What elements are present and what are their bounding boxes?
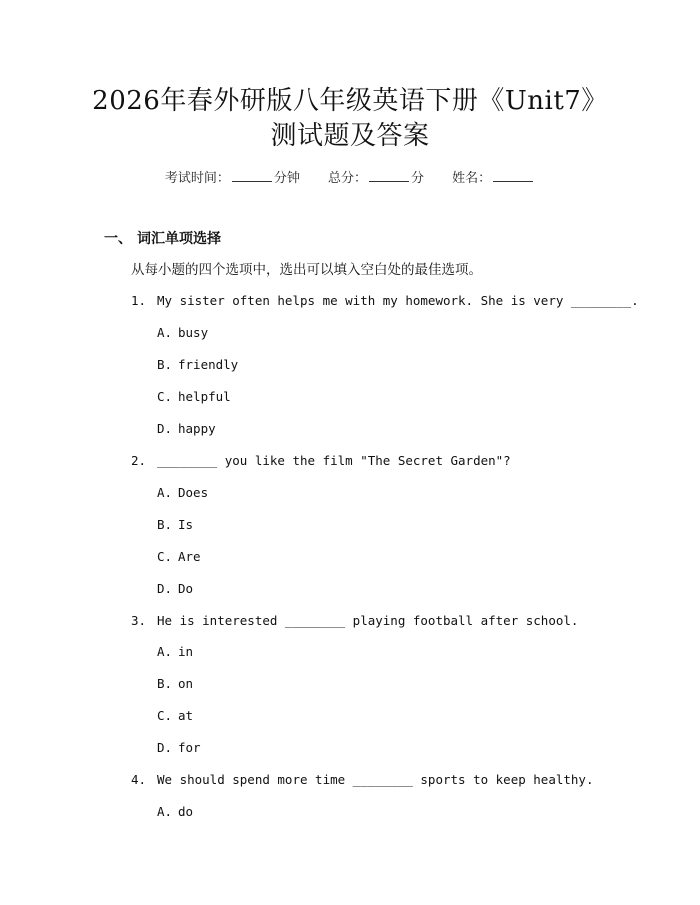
option-letter: D. <box>157 581 173 596</box>
option-letter: D. <box>157 421 173 436</box>
exam-time-label: 考试时间： <box>164 171 230 186</box>
exam-info-row <box>0 169 700 188</box>
option-1c <box>157 388 231 406</box>
option-text: for <box>178 740 201 755</box>
question-3 <box>131 612 578 630</box>
option-2c <box>157 548 201 566</box>
option-letter: A. <box>157 644 173 659</box>
name-field <box>452 169 535 188</box>
total-score-label: 总分： <box>327 171 367 186</box>
option-letter: C. <box>157 708 173 723</box>
question-number: 1. <box>131 293 147 308</box>
option-letter: A. <box>157 804 173 819</box>
option-4a <box>157 803 193 821</box>
option-text: happy <box>178 421 216 436</box>
option-2a <box>157 484 208 502</box>
exam-time-unit: 分钟 <box>273 171 300 186</box>
option-1b <box>157 356 238 374</box>
document-title-line2: 测试题及答案 <box>270 121 430 151</box>
option-1d <box>157 420 216 438</box>
question-1 <box>131 292 639 310</box>
question-2 <box>131 452 511 470</box>
section-number: 一、 <box>104 231 132 247</box>
question-text: He is interested ________ playing football after school. <box>157 613 579 628</box>
exam-time-blank <box>232 169 272 182</box>
question-text: ________ you like the film "The Secret Garden"? <box>157 453 511 468</box>
option-text: Is <box>178 517 194 532</box>
option-text: at <box>178 708 194 723</box>
option-letter: B. <box>157 517 173 532</box>
total-score-unit: 分 <box>411 171 425 186</box>
section-title: 词汇单项选择 <box>137 231 221 247</box>
option-text: busy <box>178 325 209 340</box>
option-2d <box>157 580 193 598</box>
option-3d <box>157 739 201 757</box>
option-3b <box>157 675 193 693</box>
question-number: 4. <box>131 772 147 787</box>
option-letter: D. <box>157 740 173 755</box>
section-instruction: 从每小题的四个选项中，选出可以填入空白处的最佳选项。 <box>131 262 482 278</box>
total-score-field <box>328 169 424 188</box>
option-3a <box>157 643 193 661</box>
exam-time-field <box>165 169 300 188</box>
option-text: on <box>178 676 194 691</box>
option-text: Do <box>178 581 194 596</box>
question-4 <box>131 771 594 789</box>
option-letter: A. <box>157 325 173 340</box>
option-3c <box>157 707 193 725</box>
option-2b <box>157 516 193 534</box>
option-letter: B. <box>157 676 173 691</box>
option-letter: B. <box>157 357 173 372</box>
option-text: Does <box>178 485 209 500</box>
name-label: 姓名： <box>452 171 492 186</box>
option-letter: C. <box>157 389 173 404</box>
option-1a <box>157 324 208 342</box>
option-text: friendly <box>178 357 239 372</box>
name-blank <box>493 169 533 182</box>
document-title-line1: 2026年春外研版八年级英语下册《Unit7》 <box>92 86 608 116</box>
option-text: in <box>178 644 194 659</box>
option-text: do <box>178 804 194 819</box>
total-score-blank <box>369 169 409 182</box>
section-heading <box>104 229 221 249</box>
option-letter: A. <box>157 485 173 500</box>
question-number: 2. <box>131 453 147 468</box>
option-text: helpful <box>178 389 231 404</box>
question-number: 3. <box>131 613 147 628</box>
question-text: We should spend more time ________ sports to keep healthy. <box>157 772 594 787</box>
question-text: My sister often helps me with my homework. She is very ________. <box>157 293 639 308</box>
option-text: Are <box>178 549 201 564</box>
option-letter: C. <box>157 549 173 564</box>
